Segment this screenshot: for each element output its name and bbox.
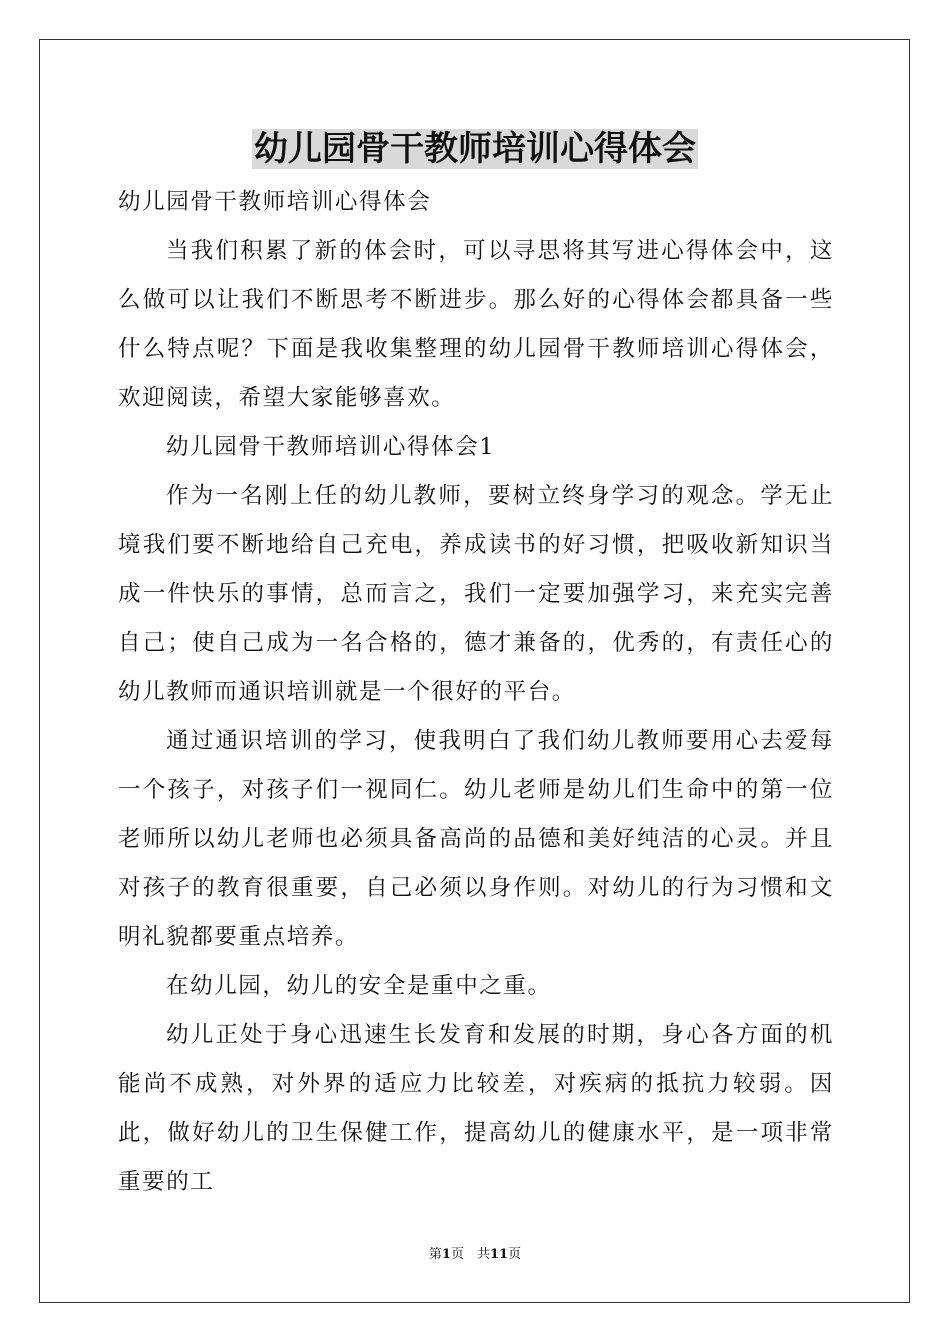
section-heading-1: 幼儿园骨干教师培训心得体会1 [166, 434, 496, 460]
page-footer [0, 1245, 950, 1265]
body-paragraph-2: 通过通识培训的学习，使我明白了我们幼儿教师要用心去爱每一个孩子，对孩子们一视同仁。幼儿老师是幼儿们生命中的第一位老师所以幼儿老师也必须具备高尚的品德和美好纯洁的心灵。并且对孩子的教育很重要，自己必须以身作则。对幼儿的行为习惯和文明礼貌都要重点培养。 [118, 728, 834, 950]
footer-page-prefix: 第 [428, 1247, 442, 1262]
document-title [0, 124, 950, 174]
document-title-text: 幼儿园骨干教师培训心得体会 [254, 129, 696, 169]
footer-page-current: 1 [441, 1247, 451, 1262]
body-paragraph-4: 幼儿正处于身心迅速生长发育和发展的时期，身心各方面的机能尚不成熟，对外界的适应力比较差，对疾病的抵抗力较弱。因此，做好幼儿的卫生保健工作，提高幼儿的健康水平，是一项非常重要的工 [118, 1022, 834, 1195]
body-paragraph-3: 在幼儿园，幼儿的安全是重中之重。 [166, 973, 552, 999]
subtitle-paragraph: 幼儿园骨干教师培训心得体会 [118, 189, 432, 215]
intro-paragraph: 当我们积累了新的体会时，可以寻思将其写进心得体会中，这么做可以让我们不断思考不断进步。那么好的心得体会都具备一些什么特点呢？下面是我收集整理的幼儿园骨干教师培训心得体会，欢迎阅读，希望大家能够喜欢。 [118, 238, 834, 411]
footer-page-mid: 页 共 [450, 1247, 490, 1262]
footer-page-total: 11 [489, 1247, 509, 1262]
footer-page-suffix: 页 [508, 1247, 522, 1262]
document-body [118, 178, 834, 1207]
body-paragraph-1: 作为一名刚上任的幼儿教师，要树立终身学习的观念。学无止境我们要不断地给自己充电，养成读书的好习惯，把吸收新知识当成一件快乐的事情，总而言之，我们一定要加强学习，来充实完善自己；使自己成为一名合格的，德才兼备的，优秀的，有责任心的幼儿教师而通识培训就是一个很好的平台。 [118, 483, 834, 705]
